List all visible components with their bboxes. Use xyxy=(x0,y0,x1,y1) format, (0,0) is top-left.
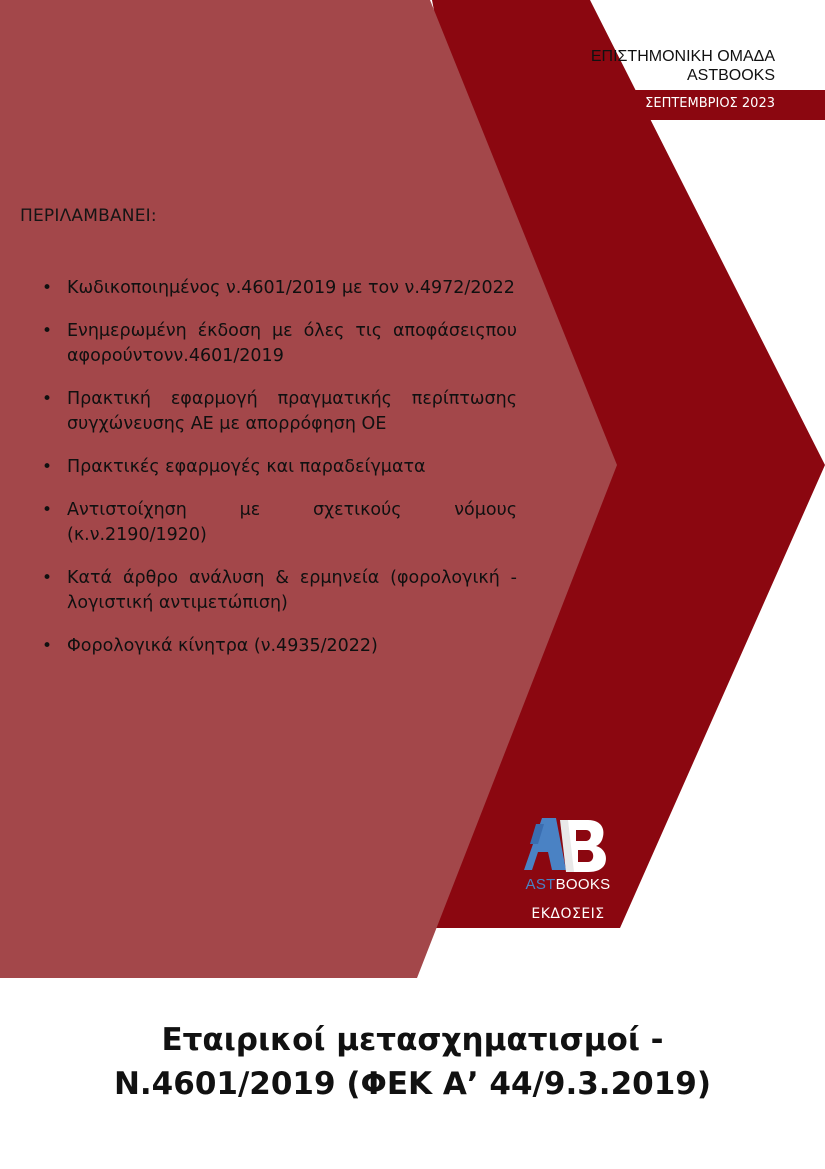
publisher-line1: ΕΠΙΣΤΗΜΟΝΙΚΗ ΟΜΑΔΑ xyxy=(590,48,775,65)
logo-brand-ast: AST xyxy=(525,876,556,893)
includes-heading: ΠΕΡΙΛΑΜΒΑΝΕΙ: xyxy=(20,206,157,226)
publication-date: ΣΕΠΤΕΜΒΡΙΟΣ 2023 xyxy=(645,96,775,111)
list-item xyxy=(40,634,517,659)
logo-brand-books: BOOKS xyxy=(555,876,611,893)
list-item xyxy=(40,566,517,616)
bullet-icon: • xyxy=(42,457,53,477)
bullet-icon: • xyxy=(42,321,53,341)
bullet-icon: • xyxy=(42,389,53,409)
feature-list xyxy=(40,276,517,677)
bullet-icon: • xyxy=(42,636,53,656)
book-title-line2: Ν.4601/2019 (ΦΕΚ Α’ 44/9.3.2019) xyxy=(113,1066,712,1102)
list-item xyxy=(40,455,517,480)
list-item-text: Κωδικοποιημένος ν.4601/2019 με τον ν.4972/2022 xyxy=(67,278,515,298)
logo-subtitle: ΕΚΔΟΣΕΙΣ xyxy=(531,906,605,922)
publisher-block xyxy=(591,47,775,85)
bullet-icon: • xyxy=(42,500,53,520)
bullet-icon: • xyxy=(42,278,53,298)
logo-brand xyxy=(518,876,618,893)
list-item xyxy=(40,498,517,548)
list-item-text: Ενημερωμένη έκδοση με όλες τις αποφάσειςπου αφορούντονν.4601/2019 xyxy=(67,321,517,366)
list-item-text: Πρακτική εφαρμογή πραγματικής περίπτωσης συγχώνευσης ΑΕ με απορρόφηση ΟΕ xyxy=(67,389,517,434)
list-item-text: Φορολογικά κίνητρα (ν.4935/2022) xyxy=(67,636,378,656)
list-item-text: Αντιστοίχηση με σχετικούς νόμους (κ.ν.2190/1920) xyxy=(67,500,517,545)
list-item-text: Πρακτικές εφαρμογές και παραδείγματα xyxy=(67,457,426,477)
book-title-line1: Εταιρικοί μετασχηματισμοί - xyxy=(161,1022,664,1058)
list-item xyxy=(40,387,517,437)
publisher-line2: ASTBOOKS xyxy=(686,67,775,84)
bullet-icon: • xyxy=(42,568,53,588)
list-item xyxy=(40,276,517,301)
list-item-text: Κατά άρθρο ανάλυση & ερμηνεία (φορολογική - λογιστική αντιμετώπιση) xyxy=(67,568,517,613)
list-item xyxy=(40,319,517,369)
book-title xyxy=(0,1018,825,1106)
